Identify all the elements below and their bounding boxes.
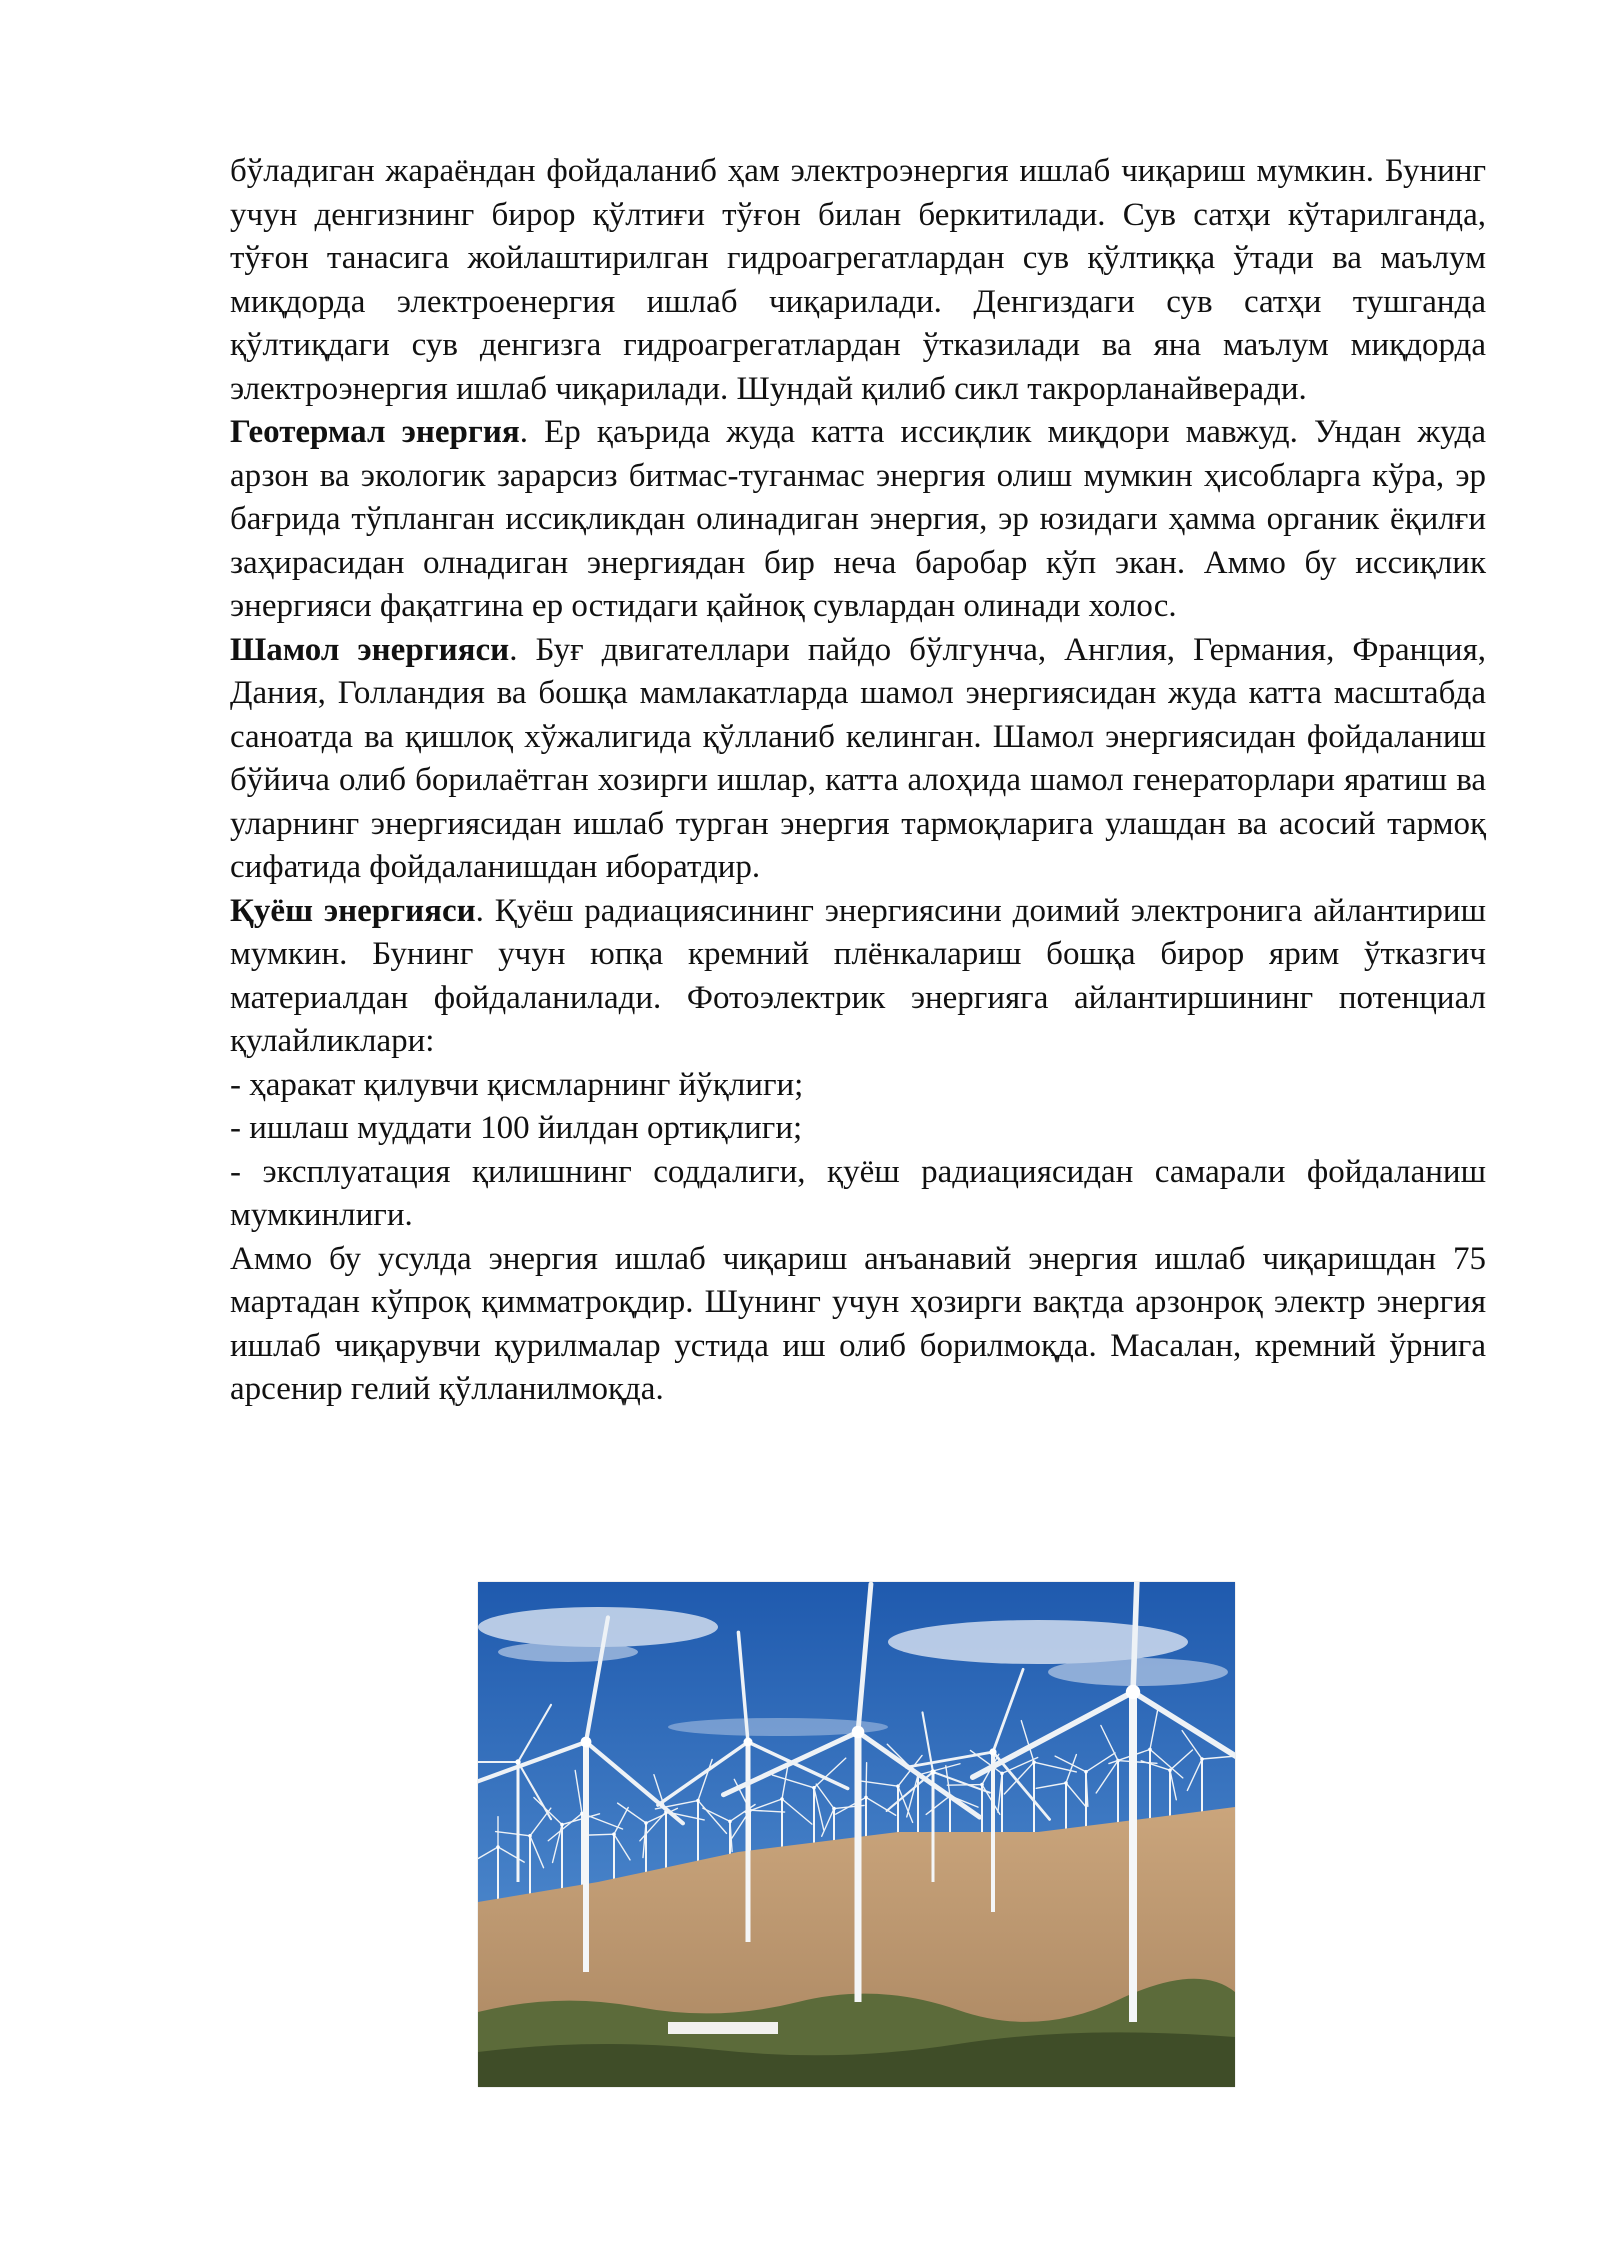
paragraph-text: бўладиган жараёндан фойдаланиб ҳам электроэнергия ишлаб чиқариш мумкин. Бунинг учун денгизнинг бирор қўлтиғи тўғон билан беркитилади. Сув сатҳи кўтарилганда, тўғон танасига жойлаштирилган гидроагрегатлардан сув қўлтиққа ўтади ва маълум миқдорда электроенергия ишлаб чиқарилади. Денгиздаги сув сатҳи тушганда қўлтиқдаги сув денгизга гидроагрегатлардан ўтказилади ва яна маълум миқдорда электроэнергия ишлаб чиқарилади. Шундай қилиб сикл такрорланайверади. bbox=[230, 153, 1486, 407]
paragraph-tidal-energy bbox=[230, 150, 1486, 411]
paragraph-wind-energy bbox=[230, 629, 1486, 890]
document-page bbox=[230, 150, 1486, 1412]
list-item bbox=[230, 1064, 1486, 1108]
list-item bbox=[230, 1107, 1486, 1151]
list-item bbox=[230, 1151, 1486, 1238]
paragraph-text: . Қуёш радиациясининг энергиясини доимий электронига айлантириш мумкин. Бунинг учун юпқа кремний плёнкалариш бошқа бирор ярим ўтказгич материалдан фойдаланилади. Фотоэлектрик энергияга айлантиршининг потенциал қулайликлари: bbox=[230, 892, 1486, 1059]
paragraph-solar-energy bbox=[230, 890, 1486, 1064]
list-item-text: - ишлаш муддати 100 йилдан ортиқлиги; bbox=[230, 1110, 803, 1146]
section-heading-geothermal: Геотермал энергия bbox=[230, 414, 520, 450]
wind-turbines-photo bbox=[478, 1582, 1235, 2087]
paragraph-text: . Ер қаърида жуда катта иссиқлик миқдори мавжуд. Ундан жуда арзон ва экологик зарарсиз битмас-туганмас энергия олиш мумкин ҳисобларга кўра, эр бағрида тўпланган иссиқликдан олинадиган энергия, эр юзидаги ҳамма органик ёқилғи заҳирасидан олнадиган энергиядан бир неча баробар кўп экан. Аммо бу иссиқлик энергияси фақатгина ер остидаги қайноқ сувлардан олинади холос. bbox=[230, 414, 1486, 624]
wind-turbines-illustration bbox=[478, 1582, 1235, 2087]
paragraph-closing bbox=[230, 1238, 1486, 1412]
list-item-text: - эксплуатация қилишнинг соддалиги, қуёш радиациясидан самарали фойдаланиш мумкинлиги. bbox=[230, 1153, 1486, 1233]
building bbox=[668, 2022, 778, 2034]
paragraph-text: . Буғ двигателлари пайдо бўлгунча, Англия, Германия, Франция, Дания, Голландия ва бошқа мамлакатларда шамол энергиясидан жуда катта масштабда саноатда ва қишлоқ хўжалигида қўлланиб келинган. Шамол энергиясидан фойдаланиш бўйича олиб борилаётган хозирги ишлар, катта алоҳида шамол генераторлари яратиш ва уларнинг энергиясидан ишлаб турган энергия тармоқларига улашдан ва асосий тармоқ сифатида фойдаланишдан иборатдир. bbox=[230, 631, 1486, 885]
section-heading-wind: Шамол энергияси bbox=[230, 631, 510, 668]
section-heading-solar: Қуёш энергияси bbox=[230, 892, 476, 929]
paragraph-geothermal-energy bbox=[230, 411, 1486, 629]
paragraph-text: Аммо бу усулда энергия ишлаб чиқариш анъанавий энергия ишлаб чиқаришдан 75 мартадан кўпроқ қимматроқдир. Шунинг учун ҳозирги вақтда арзонроқ электр энергия ишлаб чиқарувчи қурилмалар устида иш олиб борилмоқда. Масалан, кремний ўрнига арсенир гелий қўлланилмоқда. bbox=[230, 1240, 1486, 1407]
list-item-text: - ҳаракат қилувчи қисмларнинг йўқлиги; bbox=[230, 1066, 804, 1103]
